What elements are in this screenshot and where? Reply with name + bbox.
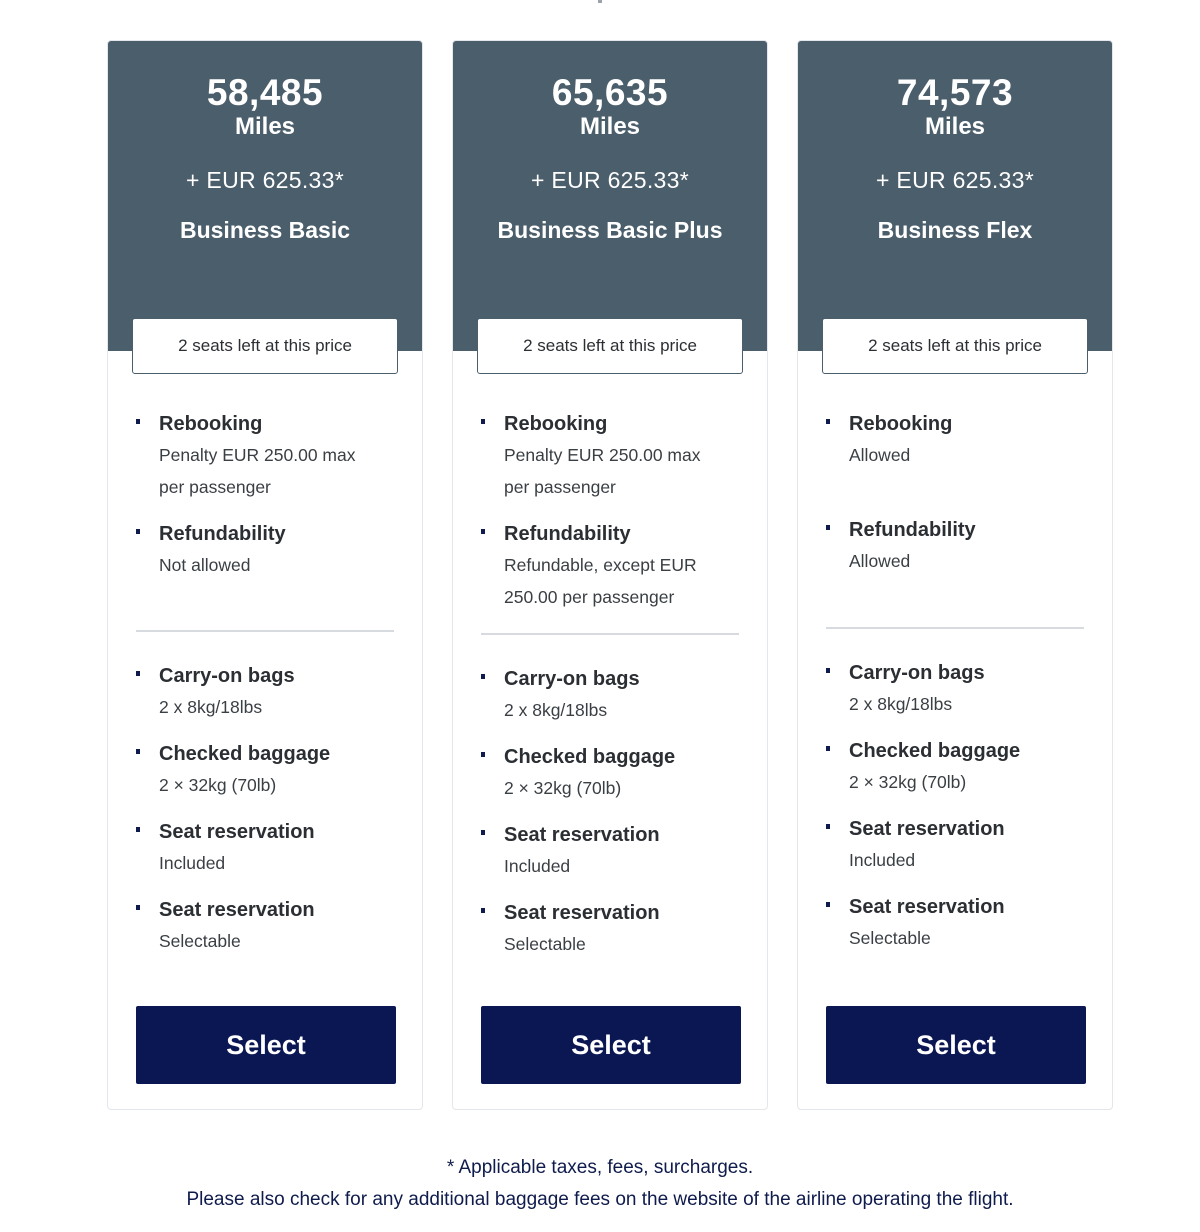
fare-card-business-flex [797, 40, 1113, 1110]
select-button[interactable]: Select [136, 1006, 396, 1084]
feature-seat-reservation [136, 819, 394, 879]
feature-refundability [136, 521, 394, 581]
footnote-baggage-fees: Please also check for any additional baggage fees on the website of the airline operating the flight. [186, 1189, 1014, 1210]
feature-title: Seat reservation [504, 902, 660, 924]
seats-left-badge: 2 seats left at this price [822, 318, 1088, 374]
bullet-icon [481, 830, 485, 835]
feature-checked-baggage [481, 744, 739, 804]
bullet-icon [481, 674, 485, 679]
bullet-icon [826, 902, 830, 907]
feature-title: Carry-on bags [159, 665, 295, 687]
feature-title: Carry-on bags [849, 662, 985, 684]
feature-title: Checked baggage [504, 746, 676, 768]
fare-name: Business Basic Plus [497, 217, 723, 243]
feature-refundability [826, 517, 1084, 577]
miles-amount: 58,485 [206, 72, 324, 113]
cash-surcharge: + EUR 625.33* [186, 167, 344, 193]
feature-rebooking [826, 411, 1084, 471]
feature-checked-baggage [136, 741, 394, 801]
feature-seat-reservation-selectable [826, 894, 1084, 954]
feature-title: Seat reservation [159, 821, 315, 843]
feature-value: 250.00 per passenger [504, 587, 675, 607]
feature-carry-on [136, 663, 394, 723]
bullet-icon [136, 827, 140, 832]
seats-left-badge: 2 seats left at this price [132, 318, 398, 374]
miles-unit: Miles [924, 113, 986, 140]
feature-value: Penalty EUR 250.00 max [159, 445, 356, 465]
top-edge-mark [598, 0, 602, 3]
fare-card-business-basic [107, 40, 423, 1110]
section-divider [826, 627, 1084, 629]
feature-title: Seat reservation [504, 824, 660, 846]
feature-value: 2 x 8kg/18lbs [159, 697, 263, 717]
feature-value: Included [504, 856, 571, 876]
fare-card-business-basic-plus [452, 40, 768, 1110]
feature-title: Seat reservation [849, 896, 1005, 918]
feature-rebooking [136, 411, 394, 503]
bullet-icon [481, 908, 485, 913]
feature-carry-on [481, 666, 739, 726]
cash-surcharge: + EUR 625.33* [531, 167, 689, 193]
feature-value: Included [159, 853, 226, 873]
footnote-taxes: * Applicable taxes, fees, surcharges. [446, 1157, 754, 1178]
fare-card-header [108, 41, 422, 351]
bullet-icon [136, 419, 140, 424]
feature-seat-reservation [826, 816, 1084, 876]
feature-checked-baggage [826, 738, 1084, 798]
bullet-icon [481, 419, 485, 424]
bullet-icon [826, 746, 830, 751]
section-divider [481, 633, 739, 635]
feature-title: Checked baggage [159, 743, 331, 765]
feature-value: 2 × 32kg (70lb) [159, 775, 277, 795]
feature-value: 2 x 8kg/18lbs [849, 694, 953, 714]
feature-title: Seat reservation [159, 899, 315, 921]
feature-title: Refundability [504, 523, 631, 545]
bullet-icon [826, 419, 830, 424]
feature-value: per passenger [159, 477, 271, 497]
feature-title: Rebooking [849, 413, 953, 435]
feature-value: Refundable, except EUR [504, 555, 697, 575]
feature-title: Checked baggage [849, 740, 1021, 762]
fare-card-header [798, 41, 1112, 351]
feature-title: Refundability [159, 523, 286, 545]
miles-unit: Miles [579, 113, 641, 140]
cash-surcharge: + EUR 625.33* [876, 167, 1034, 193]
bullet-icon [136, 529, 140, 534]
feature-value: Not allowed [159, 555, 251, 575]
feature-rebooking [481, 411, 739, 503]
bullet-icon [136, 671, 140, 676]
feature-seat-reservation-selectable [481, 900, 739, 960]
feature-carry-on [826, 660, 1084, 720]
feature-value: 2 × 32kg (70lb) [504, 778, 622, 798]
feature-value: Allowed [849, 445, 911, 465]
miles-amount: 74,573 [896, 72, 1014, 113]
feature-value: per passenger [504, 477, 616, 497]
feature-value: 2 x 8kg/18lbs [504, 700, 608, 720]
fare-name: Business Basic [179, 217, 351, 243]
feature-refundability [481, 521, 739, 613]
bullet-icon [826, 525, 830, 530]
bullet-icon [481, 752, 485, 757]
feature-title: Rebooking [504, 413, 608, 435]
select-button[interactable]: Select [826, 1006, 1086, 1084]
feature-title: Refundability [849, 519, 976, 541]
feature-seat-reservation-selectable [136, 897, 394, 957]
bullet-icon [481, 529, 485, 534]
feature-value: Selectable [504, 934, 586, 954]
fare-cards [107, 40, 1115, 1110]
miles-unit: Miles [234, 113, 296, 140]
feature-value: Selectable [849, 928, 931, 948]
section-divider [136, 630, 394, 632]
bullet-icon [826, 824, 830, 829]
select-button[interactable]: Select [481, 1006, 741, 1084]
fare-name: Business Flex [877, 217, 1033, 243]
fare-card-header [453, 41, 767, 351]
feature-value: Allowed [849, 551, 911, 571]
feature-title: Carry-on bags [504, 668, 640, 690]
feature-value: Selectable [159, 931, 241, 951]
miles-amount: 65,635 [551, 72, 669, 113]
bullet-icon [136, 749, 140, 754]
feature-seat-reservation [481, 822, 739, 882]
feature-value: 2 × 32kg (70lb) [849, 772, 967, 792]
feature-title: Rebooking [159, 413, 263, 435]
bullet-icon [826, 668, 830, 673]
feature-value: Included [849, 850, 916, 870]
feature-value: Penalty EUR 250.00 max [504, 445, 701, 465]
bullet-icon [136, 905, 140, 910]
feature-title: Seat reservation [849, 818, 1005, 840]
seats-left-badge: 2 seats left at this price [477, 318, 743, 374]
